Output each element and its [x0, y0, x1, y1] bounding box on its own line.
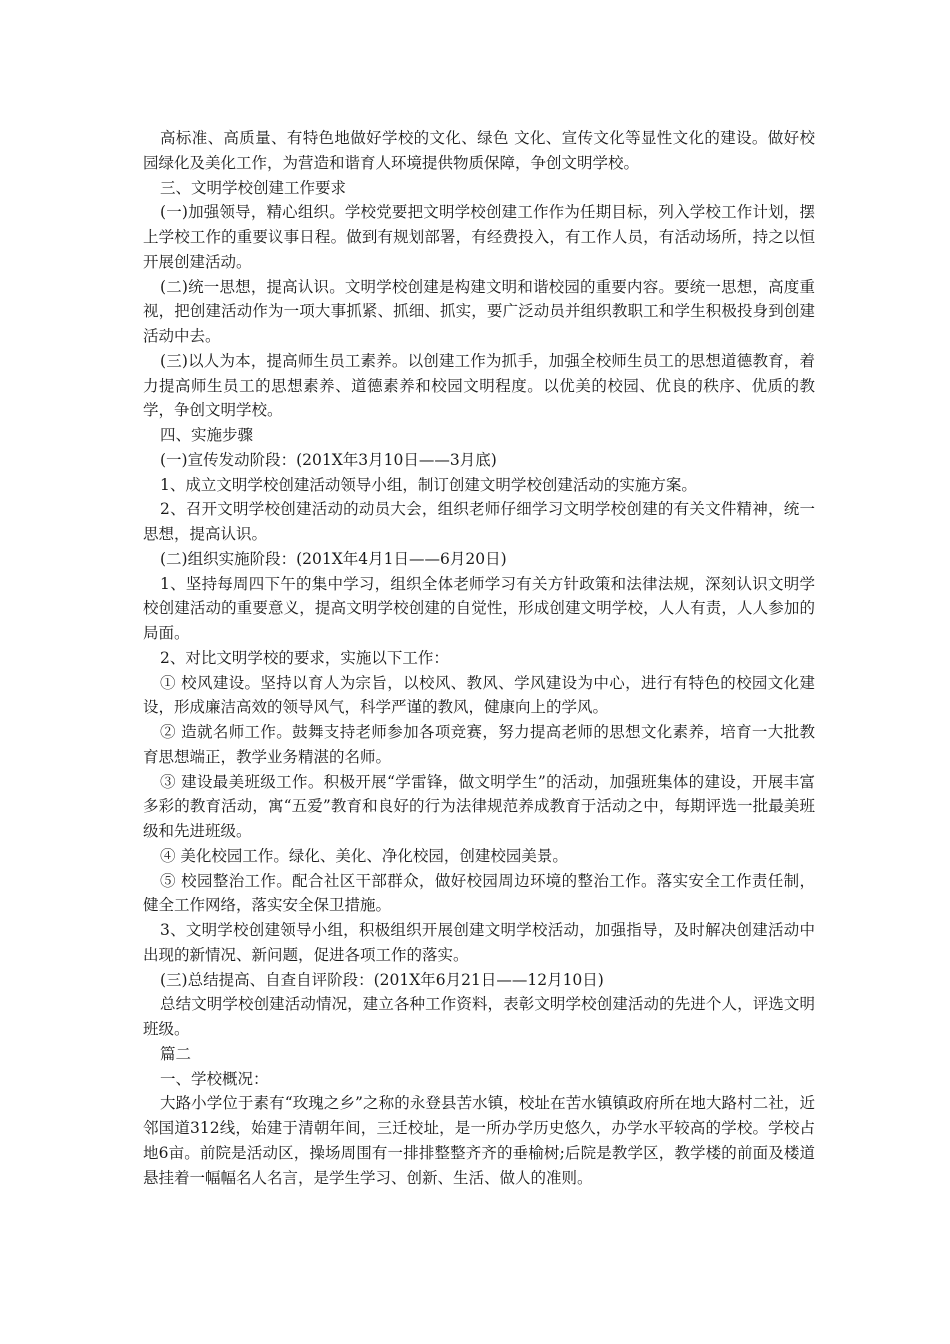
- list-item: ① 校风建设。坚持以育人为宗旨，以校风、教风、学风建设为中心，进行有特色的校园文化建设，形成廉洁高效的领导风气，科学严谨的教风，健康向上的学风。: [143, 673, 815, 717]
- paragraph: 2、召开文明学校创建活动的动员大会，组织老师仔细学习文明学校创建的有关文件精神，统一思想，提高认识。: [143, 500, 815, 543]
- paragraph: (二)统一思想，提高认识。文明学校创建是构建文明和谐校园的重要内容。要统一思想，高度重视，把创建活动作为一项大事抓紧、抓细、抓实，要广泛动员并组织教职工和学生积极投身到创建活动中去。: [143, 277, 815, 345]
- paragraph: 大路小学位于素有“玫瑰之乡”之称的永登县苦水镇，校址在苦水镇镇政府所在地大路村二社，近邻国道312线，始建于清朝年间，三迁校址，是一所办学历史悠久，办学水平较高的学校。学校占地6亩。前院是活动区，操场周围有一排排整整齐齐的垂榆树;后院是教学区，教学楼的前面及楼道悬挂着一幅幅名人名言，是学生学习、创新、生活、做人的准则。: [143, 1094, 815, 1187]
- paragraph: 2、对比文明学校的要求，实施以下工作：: [160, 648, 449, 667]
- section-heading: 三、文明学校创建工作要求: [160, 178, 347, 197]
- subsection-heading: (三)总结提高、自查自评阶段：(201X年6月21日——12月10日): [160, 970, 604, 989]
- part-heading: 篇二: [160, 1044, 192, 1063]
- document-body: [143, 126, 815, 1190]
- paragraph: 总结文明学校创建活动情况，建立各种工作资料，表彰文明学校创建活动的先进个人，评选文明班级。: [143, 995, 815, 1038]
- paragraph: 1、坚持每周四下午的集中学习，组织全体老师学习有关方针政策和法律法规，深刻认识文明学校创建活动的重要意义，提高文明学校创建的自觉性，形成创建文明学校，人人有责，人人参加的局面。: [143, 574, 815, 642]
- paragraph: 3、文明学校创建领导小组，积极组织开展创建文明学校活动，加强指导，及时解决创建活动中出现的新情况、新问题，促进各项工作的落实。: [143, 921, 815, 964]
- subsection-heading: (二)组织实施阶段：(201X年4月1日——6月20日): [160, 549, 507, 568]
- list-item: ③ 建设最美班级工作。积极开展“学雷锋，做文明学生”的活动，加强班集体的建设，开展丰富多彩的教育活动，寓“五爱”教育和良好的行为法律规范养成教育于活动之中，每期评选一批最美班级和先进班级。: [143, 772, 815, 840]
- section-heading: 四、实施步骤: [160, 426, 254, 444]
- paragraph: 1、成立文明学校创建活动领导小组，制订创建文明学校创建活动的实施方案。: [160, 475, 697, 494]
- paragraph: 高标准、高质量、有特色地做好学校的文化、绿色 文化、宣传文化等显性文化的建设。做好校园绿化及美化工作，为营造和谐育人环境提供物质保障，争创文明学校。: [143, 129, 815, 172]
- list-item: ② 造就名师工作。鼓舞支持老师参加各项竞赛，努力提高老师的思想文化素养，培育一大批教育思想端正，教学业务精湛的名师。: [143, 723, 815, 766]
- section-heading: 一、学校概况：: [160, 1069, 269, 1088]
- subsection-heading: (一)宣传发动阶段：(201X年3月10日——3月底): [160, 450, 497, 469]
- list-item: ⑤ 校园整治工作。配合社区干部群众，做好校园周边环境的整治工作。落实安全工作责任制，健全工作网络，落实安全保卫措施。: [143, 871, 815, 915]
- paragraph: (三)以人为本，提高师生员工素养。以创建工作为抓手，加强全校师生员工的思想道德教育，着力提高师生员工的思想素养、道德素养和校园文明程度。以优美的校园、优良的秩序、优质的教学，争创文明学校。: [143, 351, 815, 420]
- paragraph: (一)加强领导，精心组织。学校党要把文明学校创建工作作为任期目标，列入学校工作计划，摆上学校工作的重要议事日程。做到有规划部署，有经费投入，有工作人员，有活动场所，持之以恒开展创建活动。: [143, 203, 815, 271]
- list-item: ④ 美化校园工作。绿化、美化、净化校园，创建校园美景。: [160, 846, 568, 865]
